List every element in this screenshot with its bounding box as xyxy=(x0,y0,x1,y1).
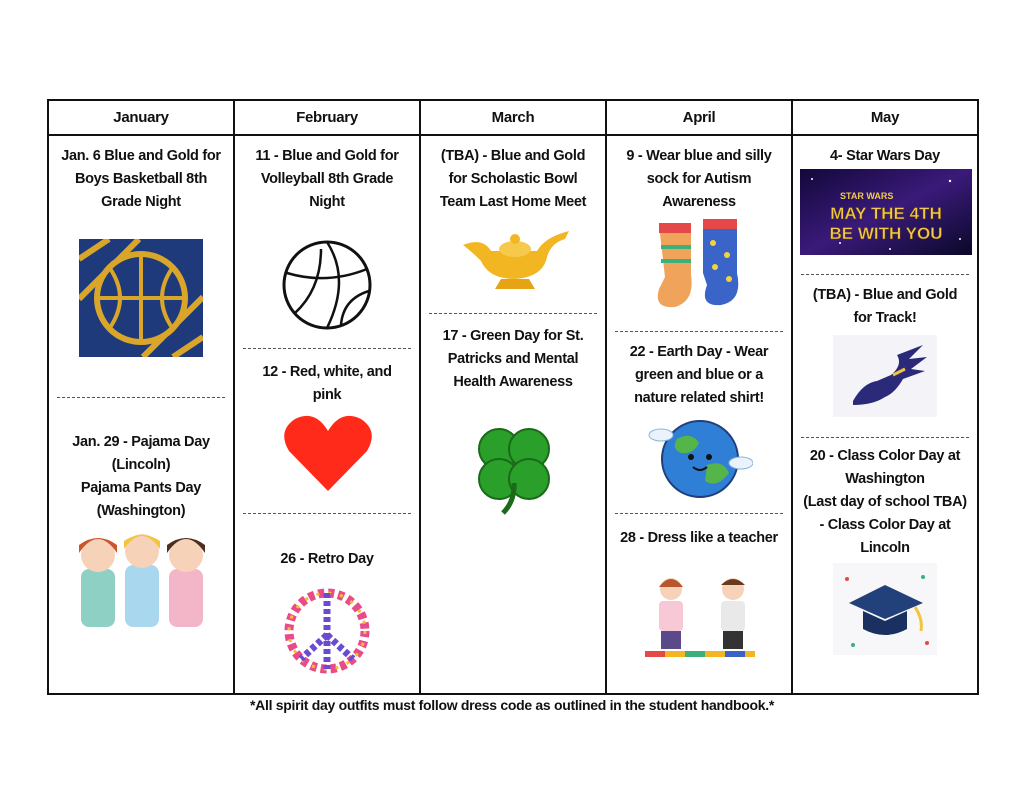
month-header-may: May xyxy=(793,101,977,136)
event-april-9: 9 - Wear blue and silly sock for Autism Awareness xyxy=(626,148,772,210)
divider xyxy=(615,331,783,332)
dress-code-footnote: *All spirit day outfits must follow dress code as outlined in the student handbook.* xyxy=(250,697,774,713)
column-april xyxy=(607,101,793,693)
star-wars-text: STAR WARS xyxy=(840,191,894,201)
four-leaf-clover-icon xyxy=(469,423,559,515)
column-march xyxy=(421,101,607,693)
pajama-kids-icon xyxy=(69,525,214,631)
event-jan-6: Jan. 6 Blue and Gold for Boys Basketball 8th Grade Night xyxy=(61,148,221,210)
divider xyxy=(801,437,969,438)
event-may-4: 4- Star Wars Day xyxy=(830,148,940,164)
winged-foot-icon xyxy=(833,335,937,417)
divider xyxy=(243,513,411,514)
column-january xyxy=(49,101,235,693)
column-february xyxy=(235,101,421,693)
earth-icon xyxy=(647,415,753,499)
genie-lamp-icon xyxy=(453,217,575,293)
teachers-icon xyxy=(641,573,759,659)
event-march-tba: (TBA) - Blue and Gold for Scholastic Bowl Team Last Home Meet xyxy=(439,148,587,210)
event-may-tba: (TBA) - Blue and Gold for Track! xyxy=(812,287,958,326)
column-may xyxy=(793,101,977,693)
month-header-april: April xyxy=(607,101,791,136)
event-april-28: 28 - Dress like a teacher xyxy=(620,530,778,546)
silly-socks-icon xyxy=(651,217,747,311)
event-feb-12: 12 - Red, white, and pink xyxy=(262,364,392,403)
event-feb-26: 26 - Retro Day xyxy=(280,551,374,567)
divider xyxy=(429,313,597,314)
event-feb-11: 11 - Blue and Gold for Volleyball 8th Grade Night xyxy=(255,148,399,210)
spirit-calendar-table xyxy=(47,99,979,695)
basketball-icon xyxy=(79,239,203,357)
graduation-cap-icon xyxy=(833,563,937,655)
peace-sign-icon xyxy=(283,587,371,675)
be-with-you-text: BE WITH YOU xyxy=(829,224,943,243)
event-jan-29: Jan. 29 - Pajama Day (Lincoln) Pajama Pants Day (Washington) xyxy=(72,434,210,519)
may-the-4th-text: MAY THE 4TH xyxy=(830,204,942,223)
divider xyxy=(57,397,225,398)
event-april-22: 22 - Earth Day - Wear green and blue or a nature related shirt! xyxy=(629,344,769,406)
divider xyxy=(615,513,783,514)
heart-icon xyxy=(283,413,373,493)
star-wars-may-4th-image xyxy=(800,169,972,255)
month-header-january: January xyxy=(49,101,233,136)
divider xyxy=(801,274,969,275)
month-header-march: March xyxy=(421,101,605,136)
month-header-february: February xyxy=(235,101,419,136)
event-march-17: 17 - Green Day for St. Patricks and Mental Health Awareness xyxy=(442,328,584,390)
event-may-20: 20 - Class Color Day at Washington (Last day of school TBA) - Class Color Day at Lincoln xyxy=(803,448,967,556)
divider xyxy=(243,348,411,349)
volleyball-icon xyxy=(281,239,373,331)
